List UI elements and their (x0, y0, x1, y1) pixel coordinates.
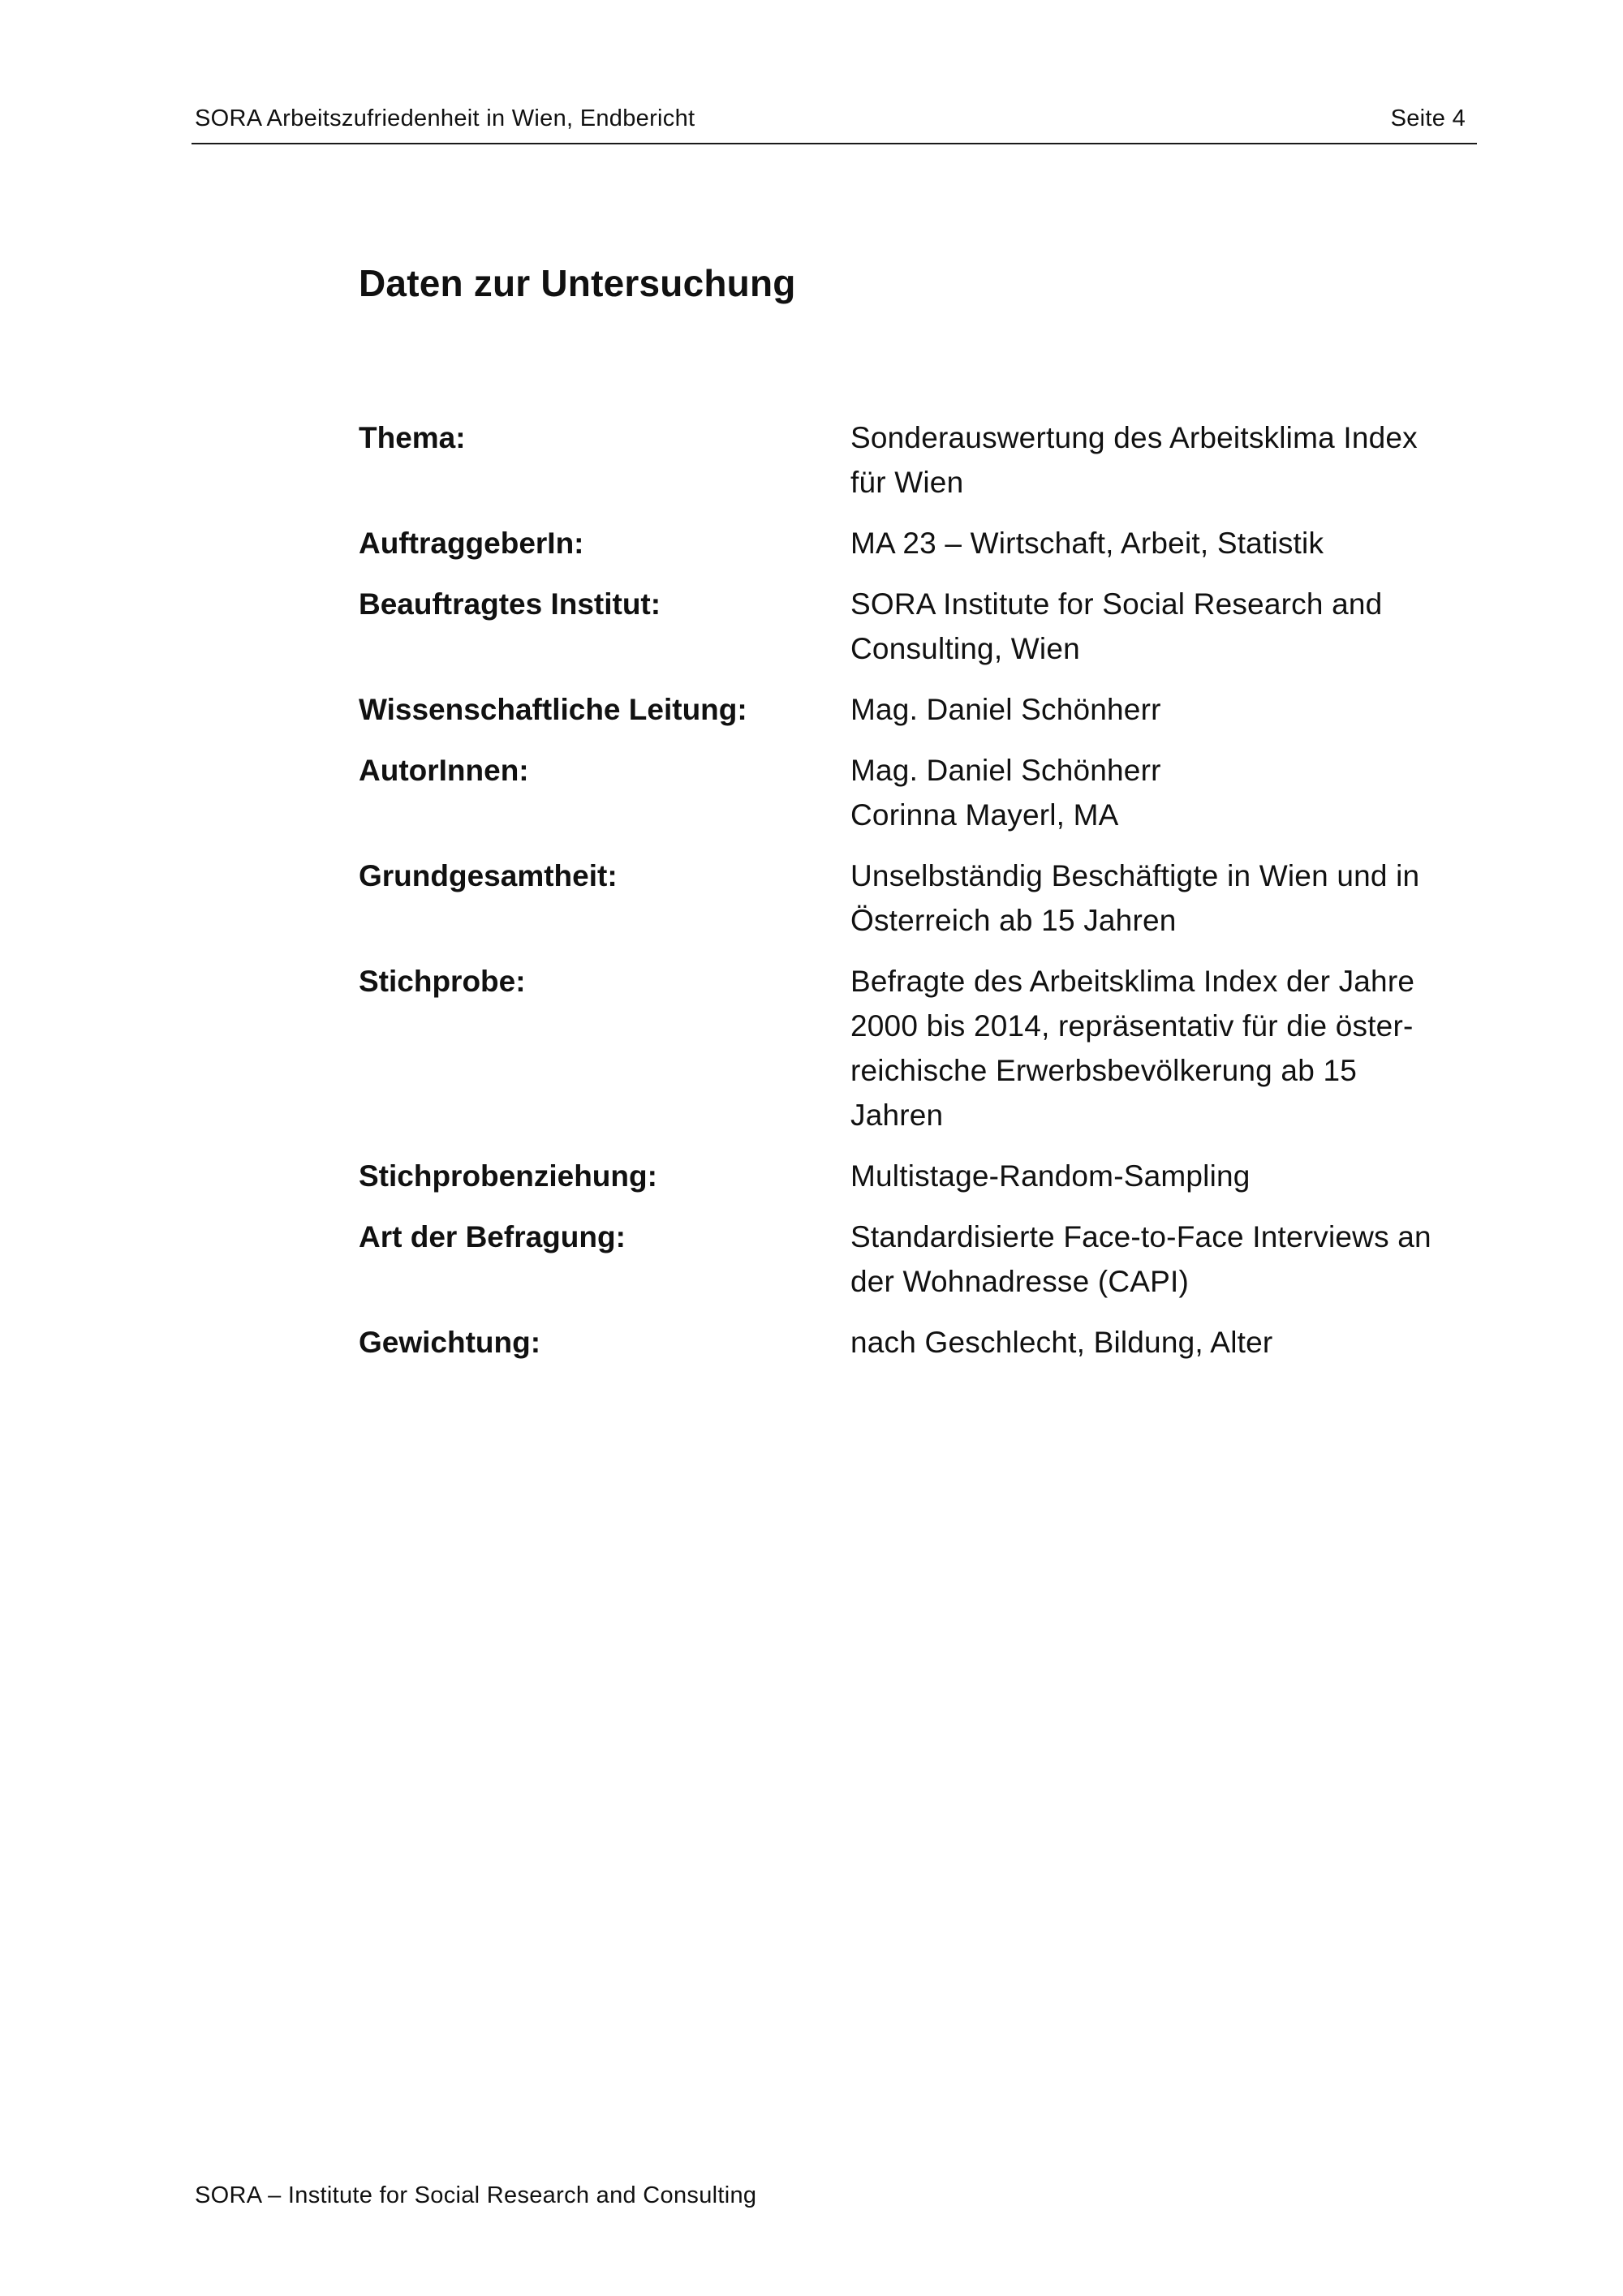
value-line: nach Geschlecht, Bildung, Alter (850, 1326, 1273, 1359)
value-line: der Wohnadresse (CAPI) (850, 1265, 1190, 1298)
row-label-grundgesamtheit: Grundgesamtheit: (359, 859, 618, 892)
table-row (359, 415, 1479, 505)
table-row (359, 1304, 1479, 1365)
value-line: Österreich ab 15 Jahren (850, 904, 1177, 937)
row-value-gewichtung (850, 1304, 1479, 1365)
table-row (359, 565, 1479, 671)
row-value-grundgesamtheit (850, 837, 1479, 943)
value-line: MA 23 – Wirtschaft, Arbeit, Statistik (850, 527, 1324, 560)
table-row (359, 943, 1479, 1137)
value-line: Consulting, Wien (850, 632, 1080, 665)
row-label-gewichtung: Gewichtung: (359, 1326, 541, 1359)
row-label-stichprobe: Stichprobe: (359, 965, 526, 998)
value-line: Mag. Daniel Schönherr (850, 754, 1161, 787)
header-document-title: SORA Arbeitszufriedenheit in Wien, Endbericht (195, 105, 695, 131)
value-line: SORA Institute for Social Research and (850, 587, 1383, 621)
value-line: Standardisierte Face-to-Face Interviews an (850, 1220, 1431, 1253)
study-data-table (359, 415, 1479, 1365)
row-value-autorinnen (850, 732, 1479, 837)
row-label-stichprobenziehung: Stichprobenziehung: (359, 1159, 657, 1193)
value-line: reichische Erwerbsbevölkerung ab 15 (850, 1054, 1358, 1087)
row-label-institut: Beauftragtes Institut: (359, 587, 661, 621)
table-row (359, 505, 1479, 565)
value-line: Jahren (850, 1099, 944, 1132)
value-line: Mag. Daniel Schönherr (850, 693, 1161, 726)
row-label-autorinnen: AutorInnen: (359, 754, 529, 787)
value-line: Corinna Mayerl, MA (850, 798, 1119, 832)
row-value-thema (850, 415, 1479, 505)
row-label-leitung: Wissenschaftliche Leitung: (359, 693, 747, 726)
header-page-number: Seite 4 (1390, 105, 1466, 131)
row-value-institut (850, 565, 1479, 671)
page-footer: SORA – Institute for Social Research and Consulting (195, 2182, 757, 2208)
row-label-auftraggeberin: AuftraggeberIn: (359, 527, 584, 560)
row-value-leitung (850, 671, 1479, 732)
value-line: Befragte des Arbeitsklima Index der Jahre (850, 965, 1415, 998)
row-value-stichprobe (850, 943, 1479, 1137)
table-row (359, 837, 1479, 943)
row-value-stichprobenziehung (850, 1137, 1479, 1198)
row-value-auftraggeberin (850, 505, 1479, 565)
page-header (192, 102, 1477, 144)
table-row (359, 1137, 1479, 1198)
value-line: Multistage-Random-Sampling (850, 1159, 1251, 1193)
value-line: 2000 bis 2014, repräsentativ für die öster- (850, 1009, 1414, 1043)
value-line: Sonderauswertung des Arbeitsklima Index (850, 421, 1418, 454)
row-label-befragung: Art der Befragung: (359, 1220, 626, 1253)
table-row (359, 732, 1479, 837)
table-row (359, 1198, 1479, 1304)
row-label-thema: Thema: (359, 421, 466, 454)
row-value-befragung (850, 1198, 1479, 1304)
value-line: Unselbständig Beschäftigte in Wien und in (850, 859, 1420, 892)
table-row (359, 671, 1479, 732)
section-title: Daten zur Untersuchung (359, 262, 796, 304)
value-line: für Wien (850, 466, 964, 499)
